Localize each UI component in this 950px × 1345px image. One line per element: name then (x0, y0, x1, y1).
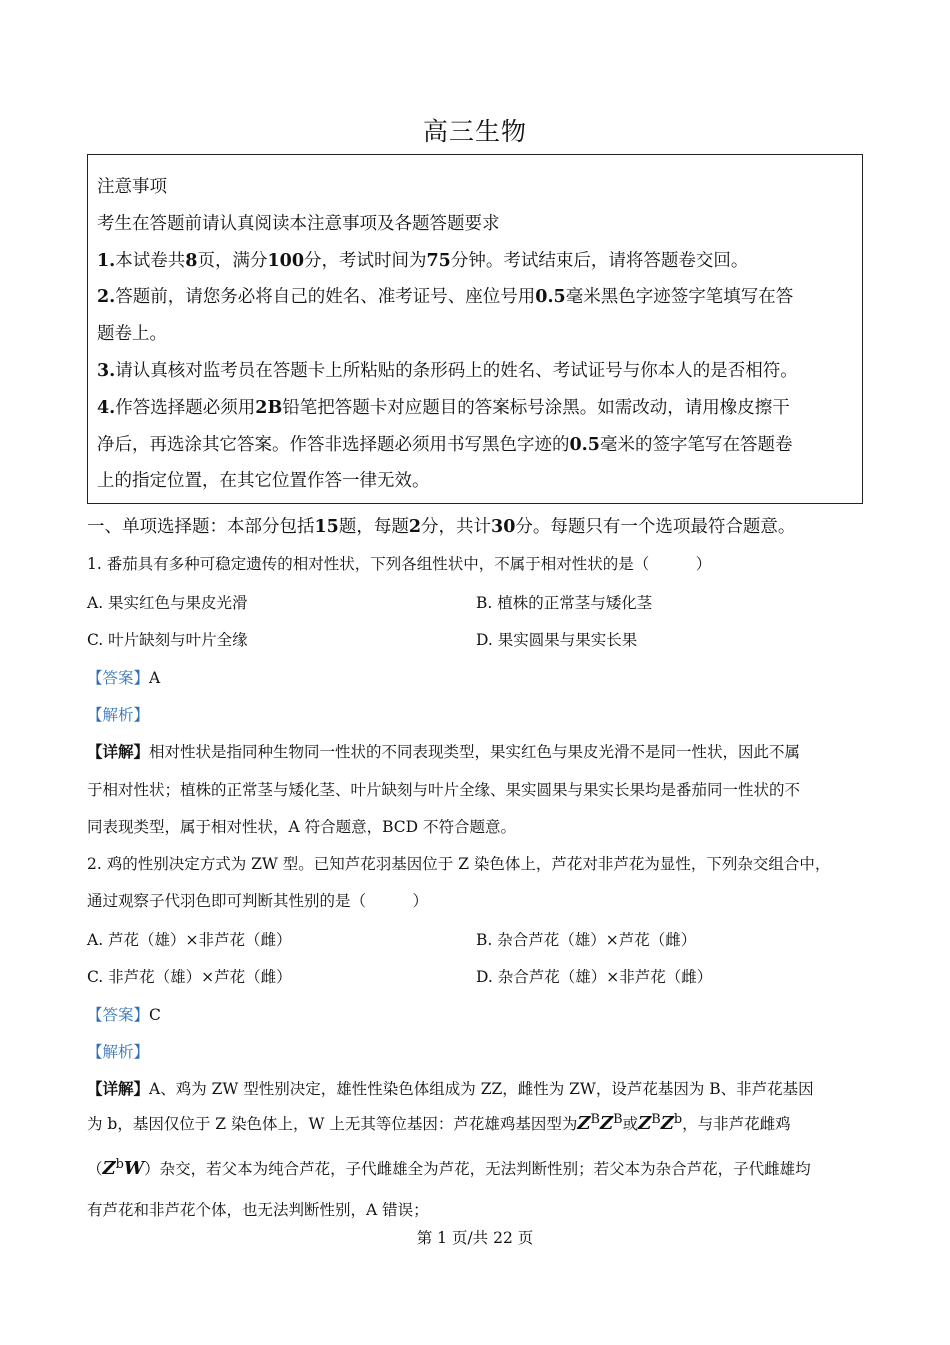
notice-text: 铅笔把答题卡对应题目的答案标号涂黑。如需改动，请用橡皮擦干 (282, 397, 790, 418)
notice-item-2 (97, 279, 853, 316)
notice-item-4-end: 上的指定位置，在其它位置作答一律无效。 (97, 471, 430, 492)
notice-number: 2B (255, 397, 283, 418)
q1-stem: 1. 番茄具有多种可稳定遗传的相对性状，下列各组性状中，不属于相对性状的是（ ） (87, 555, 712, 573)
notice-number: 8 (185, 250, 198, 271)
page-footer: 第 1 页/共 22 页 (416, 1229, 534, 1247)
detail-text: ，与非芦花雌鸡 (682, 1115, 791, 1134)
notice-item-4 (97, 390, 853, 427)
q1-analysis-tag: 【解析】 (87, 706, 150, 724)
genotype-symbol: Z (660, 1113, 674, 1135)
notice-text: 毫米的签字笔写在答题卷 (599, 434, 793, 455)
notice-item-2-cont: 题卷上。 (97, 324, 167, 345)
q1-detail-1 (87, 740, 800, 762)
q1-option-a: A. 果实红色与果皮光滑 (87, 594, 248, 612)
section-text: 分。每题只有一个选项最符合题意。 (515, 517, 796, 537)
notice-item-4-cont (97, 427, 853, 464)
notice-item-number: 1. (97, 250, 116, 271)
q1-detail-2: 于相对性状；植株的正常茎与矮化茎、叶片缺刻与叶片全缘、果实圆果与果实长果均是番茄同一性状的不 (87, 781, 801, 799)
section-number: 2 (408, 517, 422, 537)
q2-detail-4: 有芦花和非芦花个体，也无法判断性别，A 错误； (87, 1201, 429, 1219)
notice-text: 答题前，请您务必将自己的姓名、准考证号、座位号用 (115, 287, 536, 308)
notice-number: 100 (267, 250, 304, 271)
notice-item-number: 2. (97, 287, 116, 308)
detail-text: ）杂交，若父本为纯合芦花，子代雌雄全为芦花，无法判断性别；若父本为杂合芦花，子代雌雄均 (144, 1160, 811, 1179)
answer-value: A (149, 669, 161, 687)
detail-text: 为 b，基因仅位于 Z 染色体上，W 上无其等位基因：芦花雄鸡基因型为 (87, 1115, 578, 1134)
notice-box (87, 154, 863, 504)
detail-text: 或 (622, 1115, 639, 1134)
section-number: 15 (314, 517, 339, 537)
section-heading (87, 513, 795, 538)
q1-answer (87, 666, 160, 688)
genotype-symbol: Z (599, 1113, 614, 1135)
section-text: 分，共计 (421, 517, 492, 537)
section-text: 题，每题 (338, 517, 409, 537)
q2-stem-2: 通过观察子代羽色即可判断其性别的是（ ） (87, 892, 429, 910)
notice-number: 0.5 (535, 287, 566, 308)
notice-item-1 (97, 243, 853, 280)
q1-detail-3: 同表现类型，属于相对性状，A 符合题意，BCD 不符合题意。 (87, 818, 517, 836)
genotype-symbol: Z (638, 1113, 652, 1135)
q2-detail-2 (87, 1112, 791, 1134)
q2-stem-1: 2. 鸡的性别决定方式为 ZW 型。已知芦花羽基因位于 Z 染色体上，芦花对非芦花为显性，下列杂交组合中， (87, 855, 831, 873)
genotype-allele: B (590, 1112, 600, 1127)
page-title: 高三生物 (422, 117, 527, 146)
notice-item-number: 4. (97, 397, 116, 418)
notice-text: 本试卷共 (115, 250, 186, 271)
q2-analysis-tag: 【解析】 (87, 1043, 150, 1061)
q1-option-c: C. 叶片缺刻与叶片全缘 (87, 631, 248, 649)
notice-heading: 注意事项 (97, 177, 167, 197)
detail-tag: 【详解】 (87, 742, 150, 761)
notice-item-3 (97, 353, 853, 390)
genotype-allele: b (115, 1157, 124, 1172)
notice-number: 75 (426, 250, 451, 271)
detail-text: A、鸡为 ZW 型性别决定，雄性性染色体组成为 ZZ，雌性为 ZW，设芦花基因为 B、非芦花基因 (149, 1080, 814, 1098)
q2-option-d: D. 杂合芦花（雄）×非芦花（雌） (476, 968, 713, 986)
q2-option-a: A. 芦花（雄）×非芦花（雌） (87, 931, 292, 949)
notice-text: 分，考试时间为 (304, 250, 427, 271)
q2-detail-1 (87, 1077, 814, 1099)
notice-text: 请认真核对监考员在答题卡上所粘贴的条形码上的姓名、考试证号与你本人的是否相符。 (115, 360, 798, 381)
answer-tag: 【答案】 (87, 1006, 150, 1024)
genotype-allele: B (651, 1112, 661, 1127)
notice-text: 毫米黑色字迹签字笔填写在答 (565, 287, 794, 308)
q1-option-d: D. 果实圆果与果实长果 (476, 631, 638, 649)
notice-text: 净后，再选涂其它答案。作答非选择题必须用书写黑色字迹的 (97, 434, 570, 455)
q2-option-c: C. 非芦花（雄）×芦花（雌） (87, 968, 292, 986)
q1-option-b: B. 植株的正常茎与矮化茎 (476, 594, 653, 612)
genotype-symbol: Z (577, 1113, 591, 1135)
section-number: 30 (491, 517, 516, 537)
answer-tag: 【答案】 (87, 669, 150, 687)
q2-detail-3 (87, 1157, 811, 1179)
notice-intro: 考生在答题前请认真阅读本注意事项及各题答题要求 (97, 213, 500, 234)
genotype-symbol: Z (102, 1158, 116, 1180)
genotype-symbol: W (123, 1158, 145, 1180)
notice-text: 分钟。考试结束后，请将答题卷交回。 (450, 250, 749, 271)
notice-text: 页，满分 (197, 250, 268, 271)
answer-value: C (149, 1006, 161, 1024)
detail-text: （ (87, 1160, 103, 1179)
notice-number: 0.5 (569, 434, 600, 455)
detail-text: 相对性状是指同种生物同一性状的不同表现类型，果实红色与果皮光滑不是同一性状，因此不属 (149, 743, 801, 761)
genotype-allele: b (673, 1112, 683, 1127)
genotype-allele: B (613, 1112, 623, 1127)
notice-item-number: 3. (97, 360, 116, 381)
q2-answer (87, 1003, 161, 1025)
detail-tag: 【详解】 (87, 1079, 150, 1098)
notice-text: 作答选择题必须用 (115, 397, 256, 418)
q2-option-b: B. 杂合芦花（雄）×芦花（雌） (476, 931, 697, 949)
section-text: 一、单项选择题：本部分包括 (87, 517, 315, 537)
